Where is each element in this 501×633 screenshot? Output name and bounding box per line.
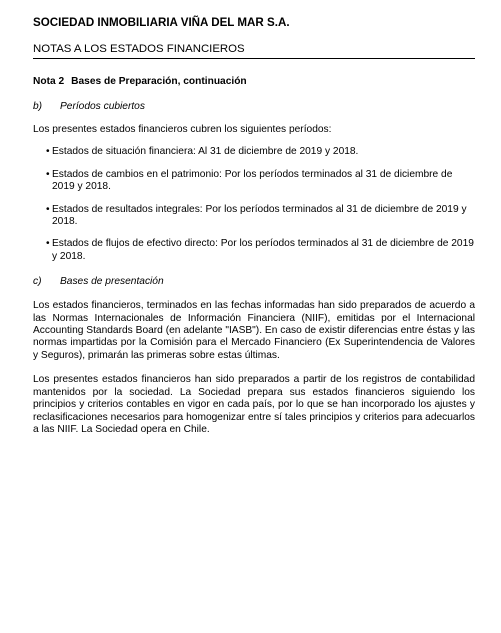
list-item xyxy=(33,146,475,158)
list-item-text: Estados de flujos de efectivo directo: Por los períodos terminados al 31 de diciembre de 2019 y 2018. xyxy=(52,238,474,262)
section-c-paragraph-1: Los estados financieros, terminados en las fechas informadas han sido preparados de acuerdo a las Normas Internacionales de Información Financiera (NIIF), emitidas por el Internacional Accounting Standards Board (en adelante "IASB"). En caso de existir diferencias entre éstas y las normas impartidas por la Comisión para el Mercado Financiero (Ex Superintendencia de Valores y Seguros), primarán las primeras sobre estas últimas. xyxy=(33,300,475,361)
document-subtitle: NOTAS A LOS ESTADOS FINANCIEROS xyxy=(33,42,475,59)
list-item xyxy=(33,204,475,229)
section-b-intro: Los presentes estados financieros cubren los siguientes períodos: xyxy=(33,124,332,135)
section-b-heading xyxy=(33,100,475,113)
section-c-paragraph-2: Los presentes estados financieros han sido preparados a partir de los registros de contabilidad mantenidos por la sociedad. La Sociedad prepara sus estados financieros siguiendo los principios y criterios contables en vigor en cada país, por lo que se han incorporado los ajustes y reclasificaciones necesarios para homogenizar entre sí tales principios y criterios para adecuarlos a las NIIF. La Sociedad opera en Chile. xyxy=(33,374,475,435)
bullet-icon: • xyxy=(46,146,50,158)
periods-list xyxy=(33,146,475,263)
bullet-icon: • xyxy=(46,168,50,180)
list-item-text: Estados de cambios en el patrimonio: Por los períodos terminados al 31 de diciembre de 2019 y 2018. xyxy=(52,168,453,193)
section-b-title: Períodos cubiertos xyxy=(60,101,145,112)
list-item xyxy=(33,169,475,194)
list-item xyxy=(33,238,475,263)
document-page xyxy=(33,15,475,436)
section-c-title: Bases de presentación xyxy=(60,276,164,288)
section-b-letter: b) xyxy=(33,101,43,112)
note-number: Nota 2 xyxy=(33,76,65,87)
section-c-letter: c) xyxy=(33,276,42,288)
bullet-icon: • xyxy=(46,203,50,215)
list-item-text: Estados de resultados integrales: Por los períodos terminados al 31 de diciembre de 2019 y 2018. xyxy=(52,203,467,228)
company-name: SOCIEDAD INMOBILIARIA VIÑA DEL MAR S.A. xyxy=(33,16,290,29)
note-title xyxy=(33,75,475,88)
bullet-icon: • xyxy=(46,238,50,250)
section-c-heading xyxy=(33,275,475,288)
list-item-text: Estados de situación financiera: Al 31 de diciembre de 2019 y 2018. xyxy=(52,146,359,158)
note-title-text: Bases de Preparación, continuación xyxy=(71,76,247,87)
